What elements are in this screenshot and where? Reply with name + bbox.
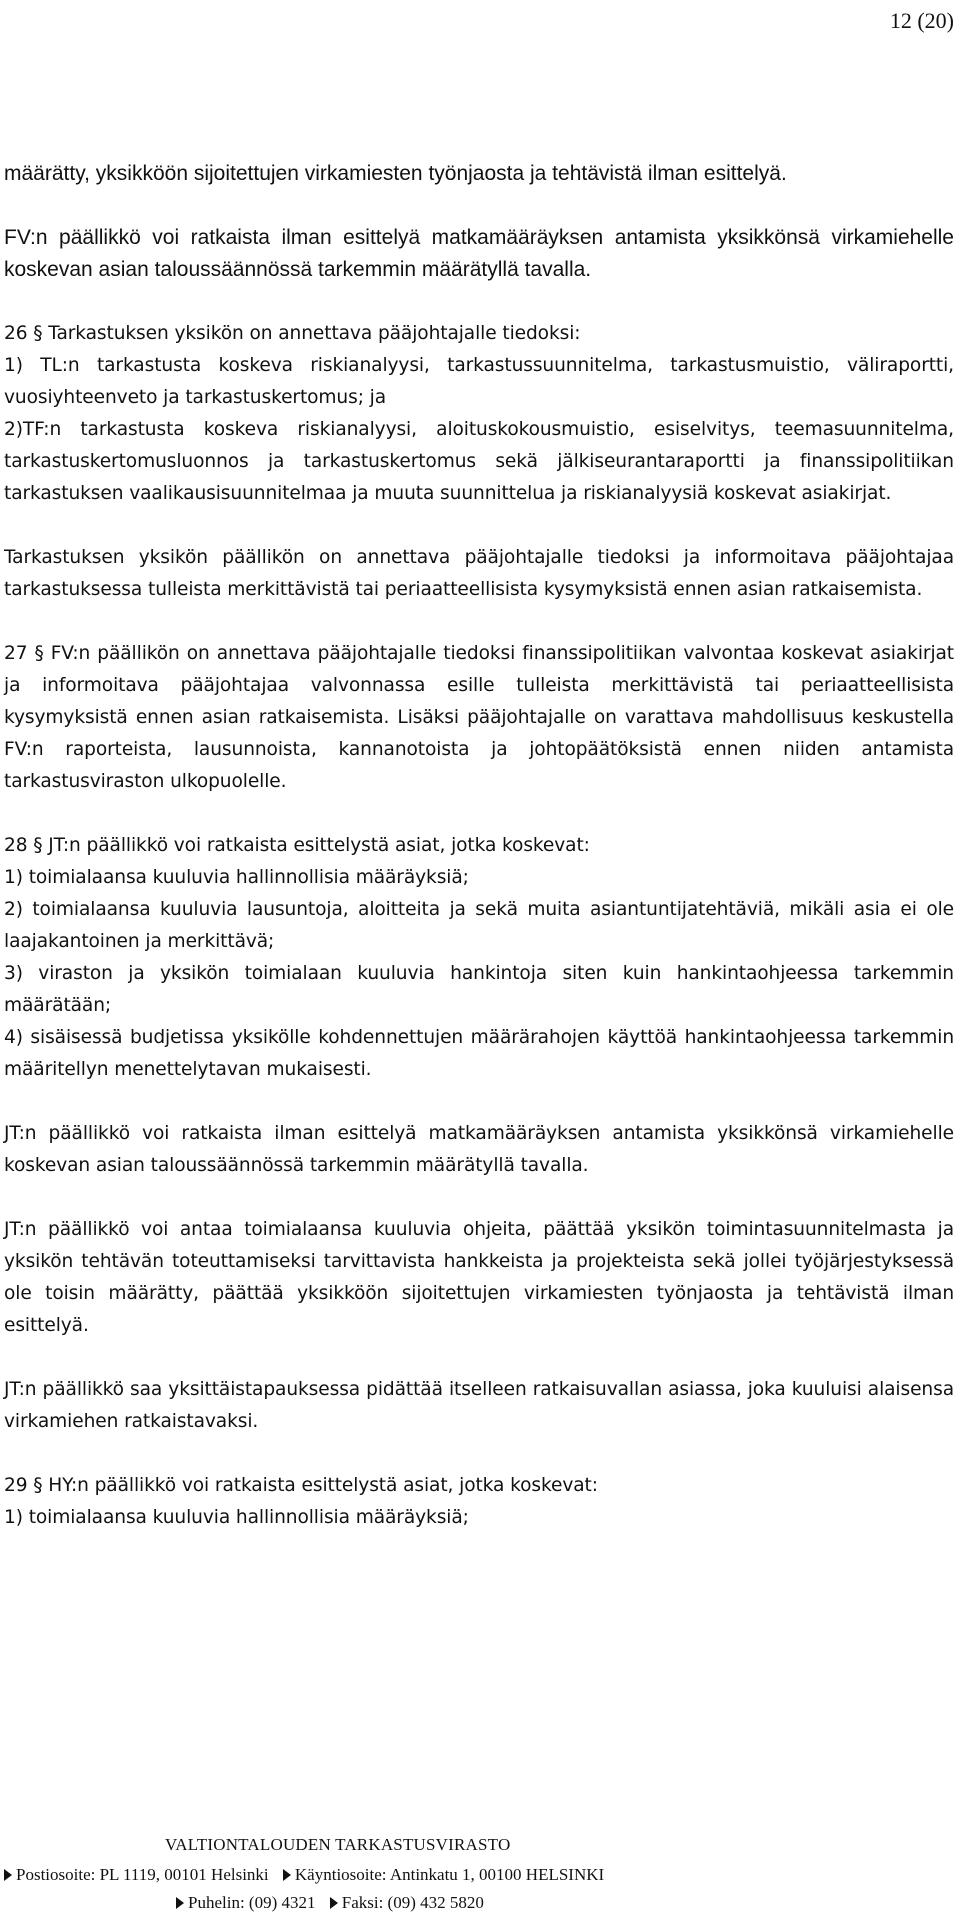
list-item: 1) toimialaansa kuuluvia hallinnollisia määräyksiä; xyxy=(4,867,469,888)
list-item: 1) TL:n tarkastusta koskeva riskianalyysi, tarkastussuunnitelma, tarkastusmuistio, väliraportti, vuosiyhteenveto ja tarkastuskertomus; ja xyxy=(4,355,954,408)
paragraph: JT:n päällikkö voi antaa toimialaansa kuuluvia ohjeita, päättää yksikön toimintasuunnitelmasta ja yksikön tehtävän toteuttamiseksi tarvittavista hankkeista ja projekteista sekä jollei työjärjestyksessä ole toisin määrätty, päättää yksikköön sijoitettujen virkamiesten työnjaosta ja tehtävistä ilman esittelyä. xyxy=(4,1219,954,1336)
section-27: 27 § FV:n päällikön on annettava pääjohtajalle tiedoksi finanssipolitiikan valvontaa koskevat asiakirjat ja informoitava pääjohtajaa valvonnassa esille tulleista merkittävistä tai periaatteellisista kysymyksistä ennen asian ratkaisemista. Lisäksi pääjohtajalle on varattava mahdollisuus keskustella FV:n raporteista, lausunnoista, kannanotoista ja johtopäätöksistä ennen niiden antamista tarkastusviraston ulkopuolelle. xyxy=(4,643,954,792)
page-number: 12 (20) xyxy=(889,8,954,33)
section-26 xyxy=(4,318,954,510)
section-29 xyxy=(4,1470,954,1534)
list-item: 2) toimialaansa kuuluvia lausuntoja, aloitteita ja sekä muita asiantuntijatehtäviä, mikäli asia ei ole laajakantoinen ja merkittävä; xyxy=(4,899,954,952)
section-heading: 26 § Tarkastuksen yksikön on annettava pääjohtajalle tiedoksi: xyxy=(4,323,581,344)
triangle-right-icon xyxy=(176,1897,184,1909)
paragraph: JT:n päällikkö voi ratkaista ilman esittelyä matkamääräyksen antamista yksikkönsä virkamiehelle koskevan asian taloussäännössä tarkemmin määrätyllä tavalla. xyxy=(4,1123,954,1176)
triangle-right-icon xyxy=(4,1869,12,1881)
section-heading: 28 § JT:n päällikkö voi ratkaista esittelystä asiat, jotka koskevat: xyxy=(4,835,590,856)
visiting-address: Käyntiosoite: Antinkatu 1, 00100 HELSINKI xyxy=(283,1865,604,1884)
document-body xyxy=(4,158,954,1534)
list-item: 3) viraston ja yksikön toimialaan kuuluvia hankintoja siten kuin hankintaohjeessa tarkemmin määrätään; xyxy=(4,963,954,1016)
triangle-right-icon xyxy=(330,1897,338,1909)
triangle-right-icon xyxy=(283,1869,291,1881)
postal-address: Postiosoite: PL 1119, 00101 Helsinki xyxy=(4,1865,269,1884)
list-item: 2)TF:n tarkastusta koskeva riskianalyysi, aloituskokousmuistio, esiselvitys, teemasuunnitelma, tarkastuskertomusluonnos ja tarkastuskertomus sekä jälkiseurantaraportti ja finanssipolitiikan tarkastuksen vaalikausisuunnitelmaa ja muuta suunnittelua ja riskianalyysiä koskevat asiakirjat. xyxy=(4,419,954,504)
phone-number: Puhelin: (09) 4321 xyxy=(176,1893,316,1912)
footer-address-row xyxy=(4,1865,614,1885)
list-item: 4) sisäisessä budjetissa yksikölle kohdennettujen määrärahojen käyttöä hankintaohjeessa tarkemmin määritellyn menettelytavan mukaisesti. xyxy=(4,1027,954,1080)
paragraph: JT:n päällikkö saa yksittäistapauksessa pidättää itselleen ratkaisuvallan asiassa, joka kuuluisi alaisensa virkamiehen ratkaistavaksi. xyxy=(4,1379,954,1432)
list-item: 1) toimialaansa kuuluvia hallinnollisia määräyksiä; xyxy=(4,1507,469,1528)
footer-contact-row xyxy=(176,1893,494,1913)
paragraph: Tarkastuksen yksikön päällikön on annettava pääjohtajalle tiedoksi ja informoitava pääjohtajaa tarkastuksessa tulleista merkittävistä tai periaatteellisista kysymyksistä ennen asian ratkaisemista. xyxy=(4,547,954,600)
paragraph: määrätty, yksikköön sijoitettujen virkamiesten työnjaosta ja tehtävistä ilman esittelyä. xyxy=(4,162,787,185)
fax-number: Faksi: (09) 432 5820 xyxy=(330,1893,484,1912)
organization-name: VALTIONTALOUDEN TARKASTUSVIRASTO xyxy=(165,1835,511,1854)
section-28 xyxy=(4,830,954,1086)
section-heading: 29 § HY:n päällikkö voi ratkaista esittelystä asiat, jotka koskevat: xyxy=(4,1475,598,1496)
paragraph: FV:n päällikkö voi ratkaista ilman esittelyä matkamääräyksen antamista yksikkönsä virkamiehelle koskevan asian taloussäännössä tarkemmin määrätyllä tavalla. xyxy=(4,226,954,281)
